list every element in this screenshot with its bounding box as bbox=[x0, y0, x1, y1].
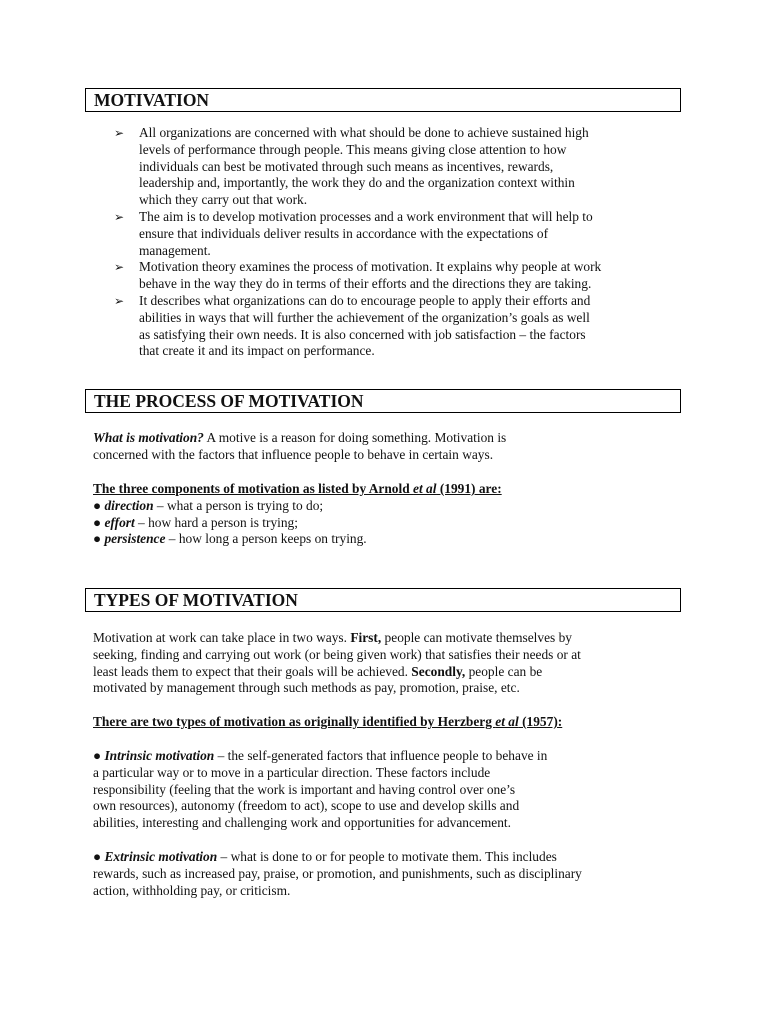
paragraph-line: responsibility (feeling that the work is important and having control over one’s bbox=[93, 781, 516, 797]
extrinsic-item: ● Extrinsic motivation – what is done to or for people to motivate them. This includes bbox=[93, 849, 557, 864]
paragraph-line: Motivation at work can take place in two ways. First, people can motivate themselves by bbox=[93, 630, 572, 645]
paragraph-line: seeking, finding and carrying out work (or being given work) that satisfies their needs or at bbox=[93, 646, 581, 662]
component-item bbox=[93, 515, 298, 532]
component-item bbox=[93, 531, 367, 548]
section-heading-types: TYPES OF MOTIVATION bbox=[85, 588, 681, 612]
arrow-bullet-icon: ➢ bbox=[114, 210, 125, 224]
components-heading: The three components of motivation as listed by Arnold et al (1991) are: bbox=[93, 481, 502, 496]
paragraph-line: a particular way or to move in a particular direction. These factors include bbox=[93, 764, 491, 780]
bullet-line: leadership and, importantly, the work they do and the organization context within bbox=[139, 175, 575, 191]
paragraph-line: action, withholding pay, or criticism. bbox=[93, 882, 291, 898]
arrow-bullet-icon: ➢ bbox=[114, 294, 125, 308]
bullet-dot-icon: ● bbox=[93, 849, 102, 864]
paragraph-line: concerned with the factors that influence people to behave in certain ways. bbox=[93, 446, 494, 462]
paragraph-line: motivated by management through such methods as pay, promotion, praise, etc. bbox=[93, 680, 520, 696]
intrinsic-item: ● Intrinsic motivation – the self-generated factors that influence people to behave in bbox=[93, 748, 548, 763]
bullet-line: as satisfying their own needs. It is also concerned with job satisfaction – the factors bbox=[139, 326, 586, 342]
bullet-dot-icon: ● bbox=[93, 748, 102, 763]
paragraph-line: abilities, interesting and challenging work and opportunities for advancement. bbox=[93, 815, 511, 831]
paragraph-line: rewards, such as increased pay, praise, or promotion, and punishments, such as disciplinary bbox=[93, 865, 582, 881]
intrinsic-term: Intrinsic motivation bbox=[104, 748, 215, 763]
component-term: effort bbox=[104, 514, 135, 530]
component-item bbox=[93, 498, 323, 515]
paragraph-line: least leads them to expect that their goals will be achieved. Secondly, people can be bbox=[93, 663, 543, 679]
question-text: A motive is a reason for doing something. Motivation is bbox=[203, 430, 507, 445]
types-heading: There are two types of motivation as originally identified by Herzberg et al (1957): bbox=[93, 714, 563, 729]
bullet-line: management. bbox=[139, 242, 211, 258]
bullet-dot-icon: ● bbox=[93, 497, 102, 513]
paragraph-line: own resources), autonomy (freedom to act), scope to use and develop skills and bbox=[93, 798, 520, 814]
bullet-line: All organizations are concerned with what should be done to achieve sustained high bbox=[139, 125, 589, 140]
bullet-dot-icon: ● bbox=[93, 531, 102, 547]
question-label: What is motivation? bbox=[93, 430, 204, 445]
component-term: direction bbox=[104, 497, 154, 513]
bullet-dot-icon: ● bbox=[93, 514, 102, 530]
arrow-bullet-icon: ➢ bbox=[114, 260, 125, 275]
bullet-line: Motivation theory examines the process of motivation. It explains why people at work bbox=[139, 259, 602, 275]
bullet-line: It describes what organizations can do to encourage people to apply their efforts and bbox=[139, 293, 591, 308]
section-heading-motivation: MOTIVATION bbox=[85, 88, 681, 112]
bullet-line: abilities in ways that will further the achievement of the organization’s goals as well bbox=[139, 309, 590, 325]
section-heading-process: THE PROCESS OF MOTIVATION bbox=[85, 389, 681, 413]
question-paragraph bbox=[93, 430, 506, 447]
bullet-line: which they carry out that work. bbox=[139, 192, 308, 208]
bullet-line: individuals can best be motivated through such means as incentives, rewards, bbox=[139, 158, 554, 174]
extrinsic-term: Extrinsic motivation bbox=[104, 849, 218, 864]
component-desc: – how long a person keeps on trying. bbox=[165, 531, 367, 547]
bullet-line: ensure that individuals deliver results in accordance with the expectations of bbox=[139, 225, 549, 241]
bullet-line: that create it and its impact on performance. bbox=[139, 343, 375, 359]
component-desc: – what a person is trying to do; bbox=[153, 497, 324, 513]
component-term: persistence bbox=[104, 531, 166, 547]
bullet-line: behave in the way they do in terms of their efforts and the directions they are taking. bbox=[139, 276, 592, 292]
bullet-line: levels of performance through people. This means giving close attention to how bbox=[139, 141, 567, 157]
bullet-line: The aim is to develop motivation processes and a work environment that will help to bbox=[139, 209, 593, 224]
arrow-bullet-icon: ➢ bbox=[114, 126, 125, 140]
component-desc: – how hard a person is trying; bbox=[134, 514, 298, 530]
